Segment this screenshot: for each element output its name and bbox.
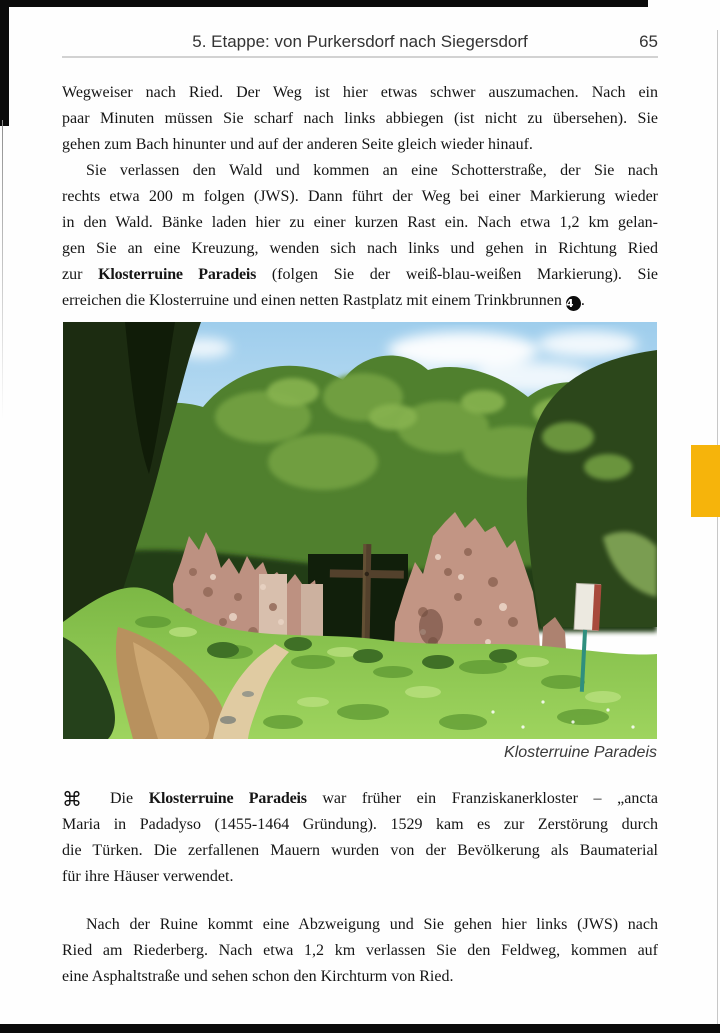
text-segment: rechts etwa 200 m folgen (JWS). Dann führt der Weg bei einer Markierung wieder (62, 188, 658, 205)
poi-paragraph (62, 786, 658, 890)
indent-spacer (62, 928, 86, 929)
text-segment: Die (110, 790, 149, 807)
text-line (62, 80, 658, 106)
page-edge-right-line (717, 30, 718, 1024)
text-line (62, 132, 658, 158)
text-line (62, 236, 658, 262)
closing-paragraph (62, 912, 658, 990)
indent-spacer (62, 174, 86, 175)
header-rule (62, 56, 658, 58)
klosterruine-photo (63, 322, 657, 739)
bold-text: Klosterruine Paradeis (98, 266, 257, 283)
text-segment: in den Wald. Bänke laden hier zu einer kurzen Rast ein. Nach etwa 1,2 km gelan- (62, 214, 658, 231)
text-line (62, 812, 658, 838)
text-segment: eine Asphaltstraße und sehen schon den Kirchturm von Ried. (62, 968, 454, 985)
paragraph-1 (62, 80, 658, 158)
text-segment: war früher ein Franziskanerkloster – „ancta (306, 790, 658, 807)
bold-text: Klosterruine Paradeis (148, 790, 307, 807)
body-text (62, 80, 658, 314)
text-segment: gehen zum Bach hinunter und auf der anderen Seite gleich wieder hinauf. (62, 136, 533, 153)
text-line (62, 262, 658, 288)
text-line (62, 786, 658, 812)
text-segment: Nach der Ruine kommt eine Abzweigung und Sie gehen hier links (JWS) nach (86, 916, 658, 933)
text-segment: (folgen Sie der weiß-blau-weißen Markierung). Sie (256, 266, 658, 283)
text-segment: Sie verlassen den Wald und kommen an eine Schotterstraße, der Sie nach (86, 162, 658, 179)
text-line (62, 912, 658, 938)
text-line (62, 864, 658, 890)
page-number: 65 (639, 32, 658, 51)
text-line (62, 838, 658, 864)
scan-edge-left-line (2, 120, 3, 420)
scan-edge-left (0, 0, 9, 126)
text-segment: Maria in Padadyso (1455-1464 Gründung). 1529 kam es zur Zerstörung durch (62, 816, 658, 833)
paragraph-2 (62, 158, 658, 314)
place-of-interest-icon: ⌘ (62, 787, 82, 811)
text-line (62, 184, 658, 210)
text-segment: zur (62, 266, 99, 283)
text-segment: Ried am Riederberg. Nach etwa 1,2 km verlassen Sie den Feldweg, kommen auf (62, 942, 658, 959)
text-line (62, 106, 658, 132)
scan-edge-top (0, 0, 648, 7)
chapter-thumb-tab (691, 445, 720, 517)
text-segment: die Türken. Die zerfallenen Mauern wurden von der Bevölkerung als Baumaterial (62, 842, 658, 859)
scan-edge-bottom (0, 1024, 720, 1033)
text-line (62, 938, 658, 964)
photo-caption: Klosterruine Paradeis (504, 744, 657, 761)
indent-spacer (82, 802, 110, 803)
text-segment: gen Sie an eine Kreuzung, wenden sich nach links und gehen in Richtung Ried (62, 240, 658, 257)
text-segment: für ihre Häuser verwendet. (62, 868, 234, 885)
chapter-header: 5. Etappe: von Purkersdorf nach Siegersdorf (192, 32, 528, 51)
text-segment: Wegweiser nach Ried. Der Weg ist hier etwas schwer auszumachen. Nach ein (62, 84, 658, 101)
text-segment: . (580, 292, 585, 309)
route-marker-4-badge: 4 (566, 296, 581, 311)
text-line (62, 158, 658, 184)
text-segment: paar Minuten müssen Sie scharf nach links abbiegen (ist nicht zu übersehen). Sie (62, 110, 658, 127)
text-line (62, 210, 658, 236)
text-segment: erreichen die Klosterruine und einen netten Rastplatz mit einem Trinkbrunnen (62, 292, 566, 309)
text-line (62, 288, 658, 314)
text-line (62, 964, 658, 990)
